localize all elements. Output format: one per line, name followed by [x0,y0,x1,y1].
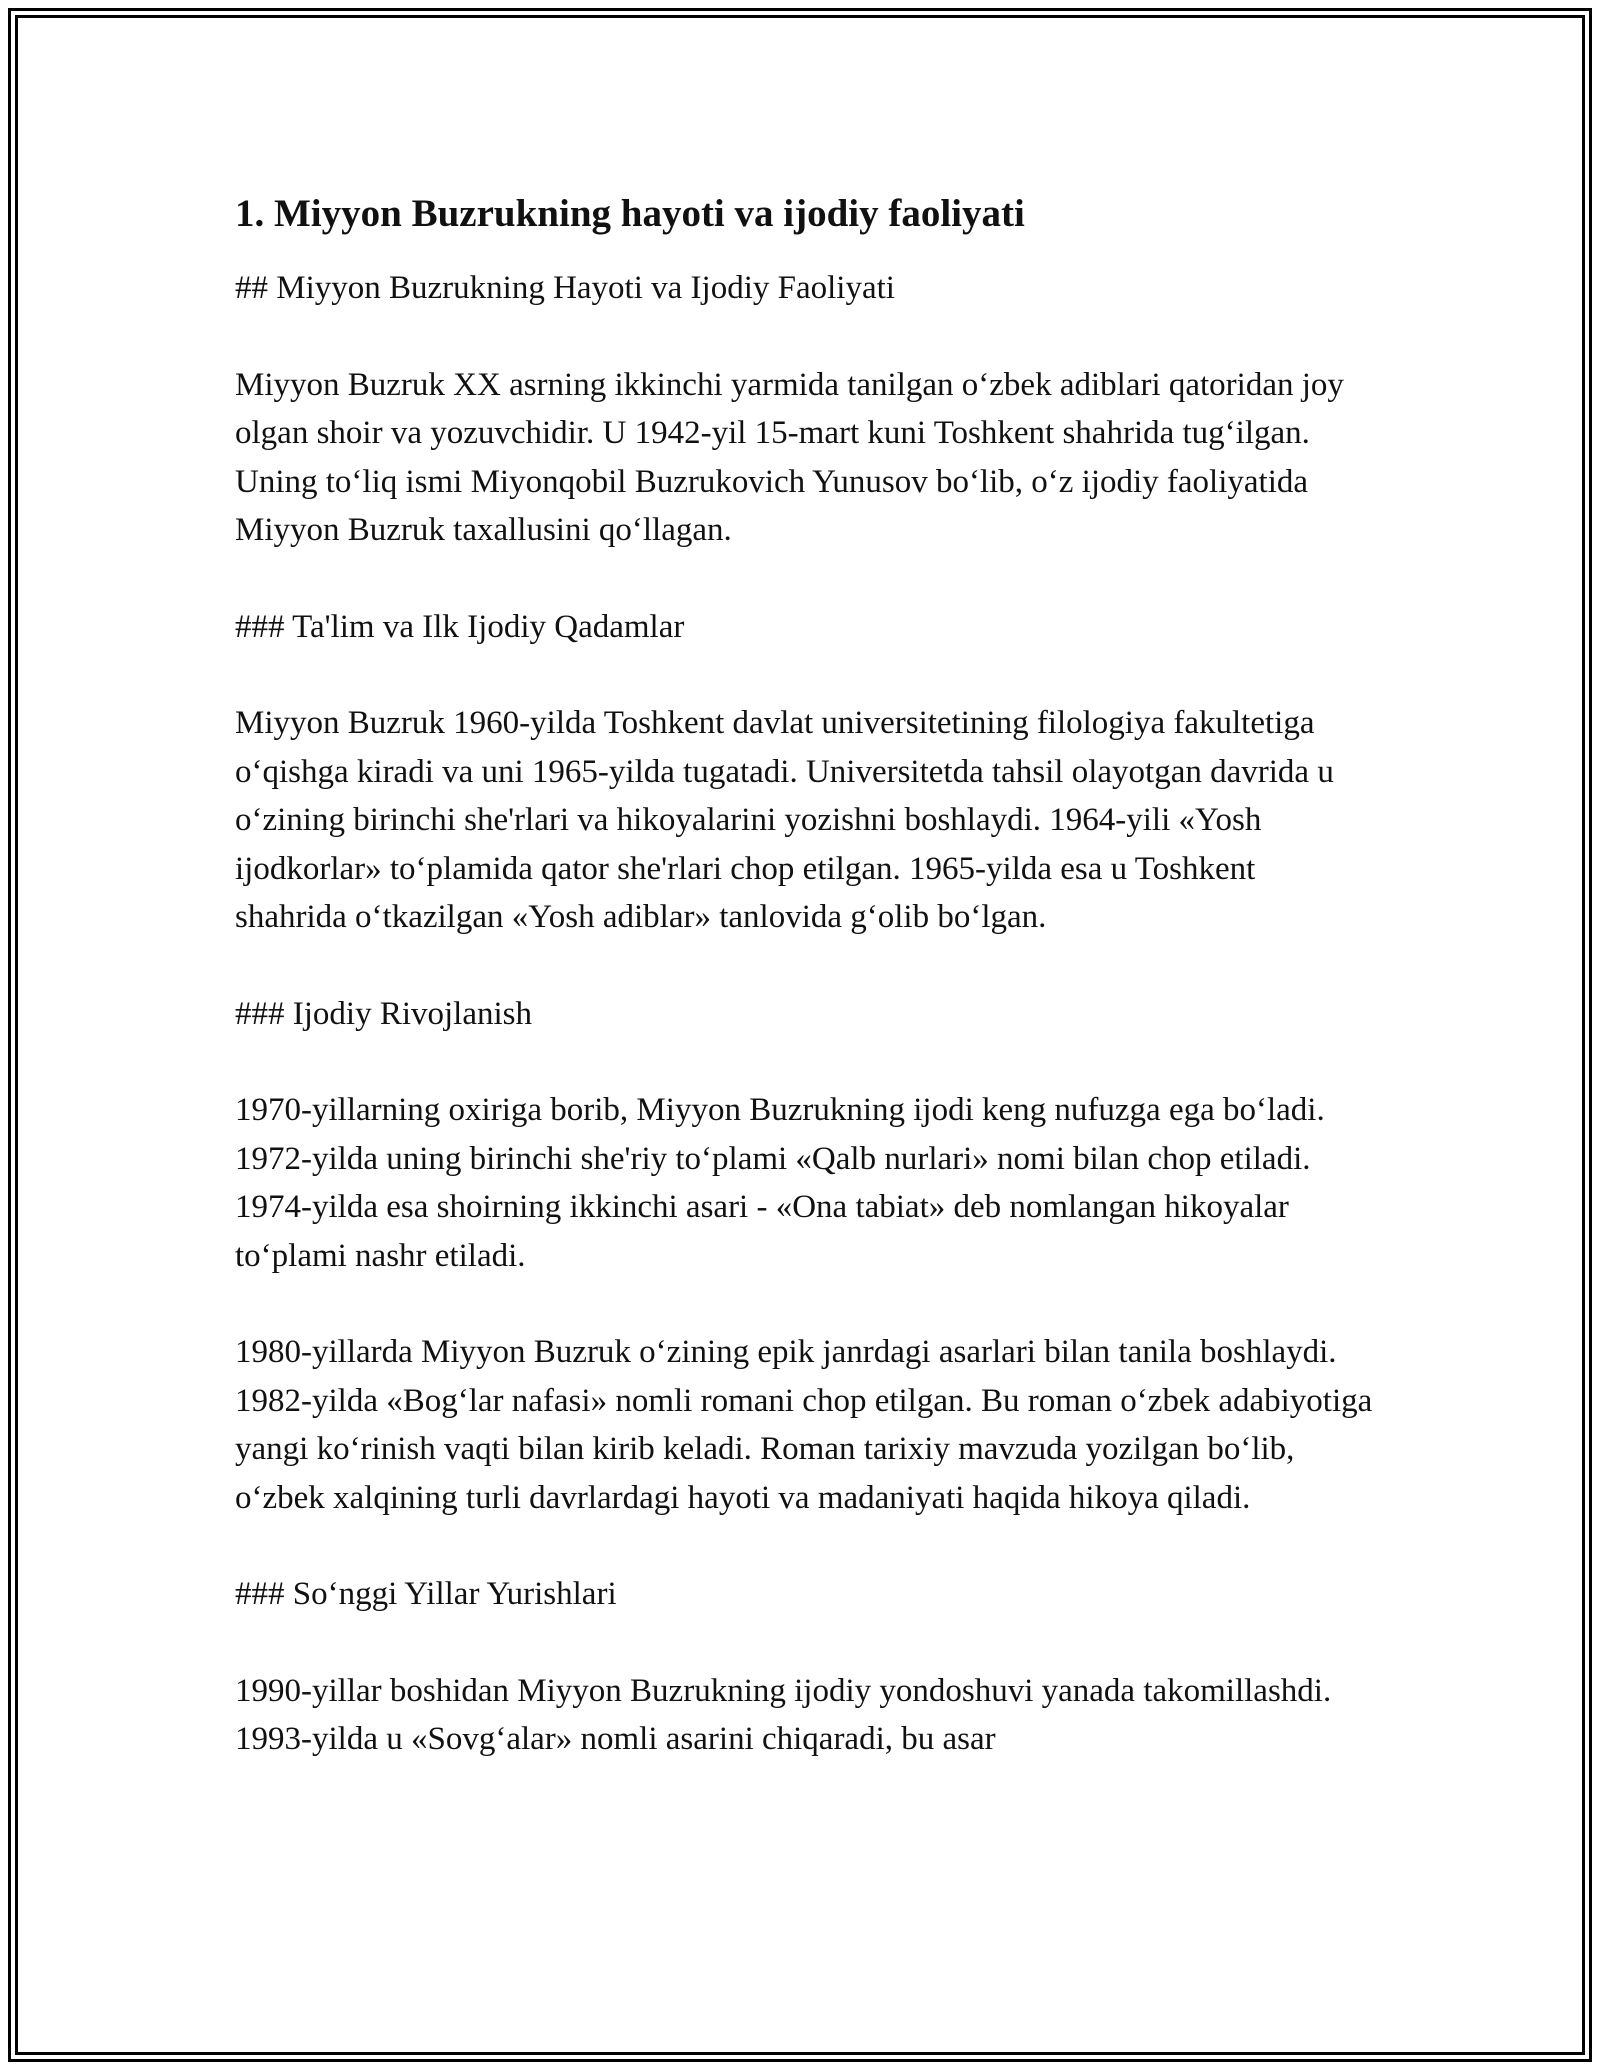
markdown-heading-development: ### Ijodiy Rivojlanish [235,995,532,1032]
paragraph-1990s: 1990-yillar boshidan Miyyon Buzrukning ijodiy yondoshuvi yanada takomillashdi. 1993-yilda u «Sovg‘alar» nomli asarini chiqaradi, bu asar [235,1672,1332,1757]
paragraph-education: Miyyon Buzruk 1960-yilda Toshkent davlat universitetining filologiya fakultetiga o‘qishga kiradi va uni 1965-yilda tugatadi. Universitetda tahsil olayotgan davrida u o‘zining birinchi she'rlari va hikoyalarini yozishni boshlaydi. 1964-yili «Yosh ijodkorlar» to‘plamida qator she'rlari chop etilgan. 1965-yilda esa u Toshkent shahrida o‘tkazilgan «Yosh adiblar» tanlovida g‘olib bo‘lgan. [235,705,1334,935]
document-title: 1. Miyyon Buzrukning hayoti va ijodiy faoliyati [235,192,1025,235]
markdown-heading-later-years: ### So‘nggi Yillar Yurishlari [235,1576,617,1612]
markdown-heading-main: ## Miyyon Buzrukning Hayoti va Ijodiy Faoliyati [235,270,895,306]
paragraph-1970s: 1970-yillarning oxiriga borib, Miyyon Buzrukning ijodi keng nufuzga ega bo‘ladi. 1972-yilda uning birinchi she'riy to‘plami «Qalb nurlari» nomi bilan chop etiladi. 1974-yilda esa shoirning ikkinchi asari - «Ona tabiat» deb nomlangan hikoyalar to‘plami nashr etiladi. [235,1092,1325,1274]
markdown-heading-education: ### Ta'lim va Ilk Ijodiy Qadamlar [235,608,685,645]
paragraph-1980s: 1980-yillarda Miyyon Buzruk o‘zining epik janrdagi asarlari bilan tanila boshlaydi. 1982-yilda «Bog‘lar nafasi» nomli romani chop etilgan. Bu roman o‘zbek adabiyotiga yangi ko‘rinish vaqti bilan kirib keladi. Roman tarixiy mavzuda yozilgan bo‘lib, o‘zbek xalqining turli davrlardagi hayoti va madaniyati haqida hikoya qiladi. [235,1334,1373,1516]
paragraph-biography-intro: Miyyon Buzruk XX asrning ikkinchi yarmida tanilgan o‘zbek adiblari qatoridan joy olgan shoir va yozuvchidir. U 1942-yil 15-mart kuni Toshkent shahrida tug‘ilgan. Uning to‘liq ismi Miyonqobil Buzrukovich Yunusov bo‘lib, o‘z ijodiy faoliyatida Miyyon Buzruk taxallusini qo‘llagan. [235,366,1344,548]
document-body [235,185,1375,1764]
